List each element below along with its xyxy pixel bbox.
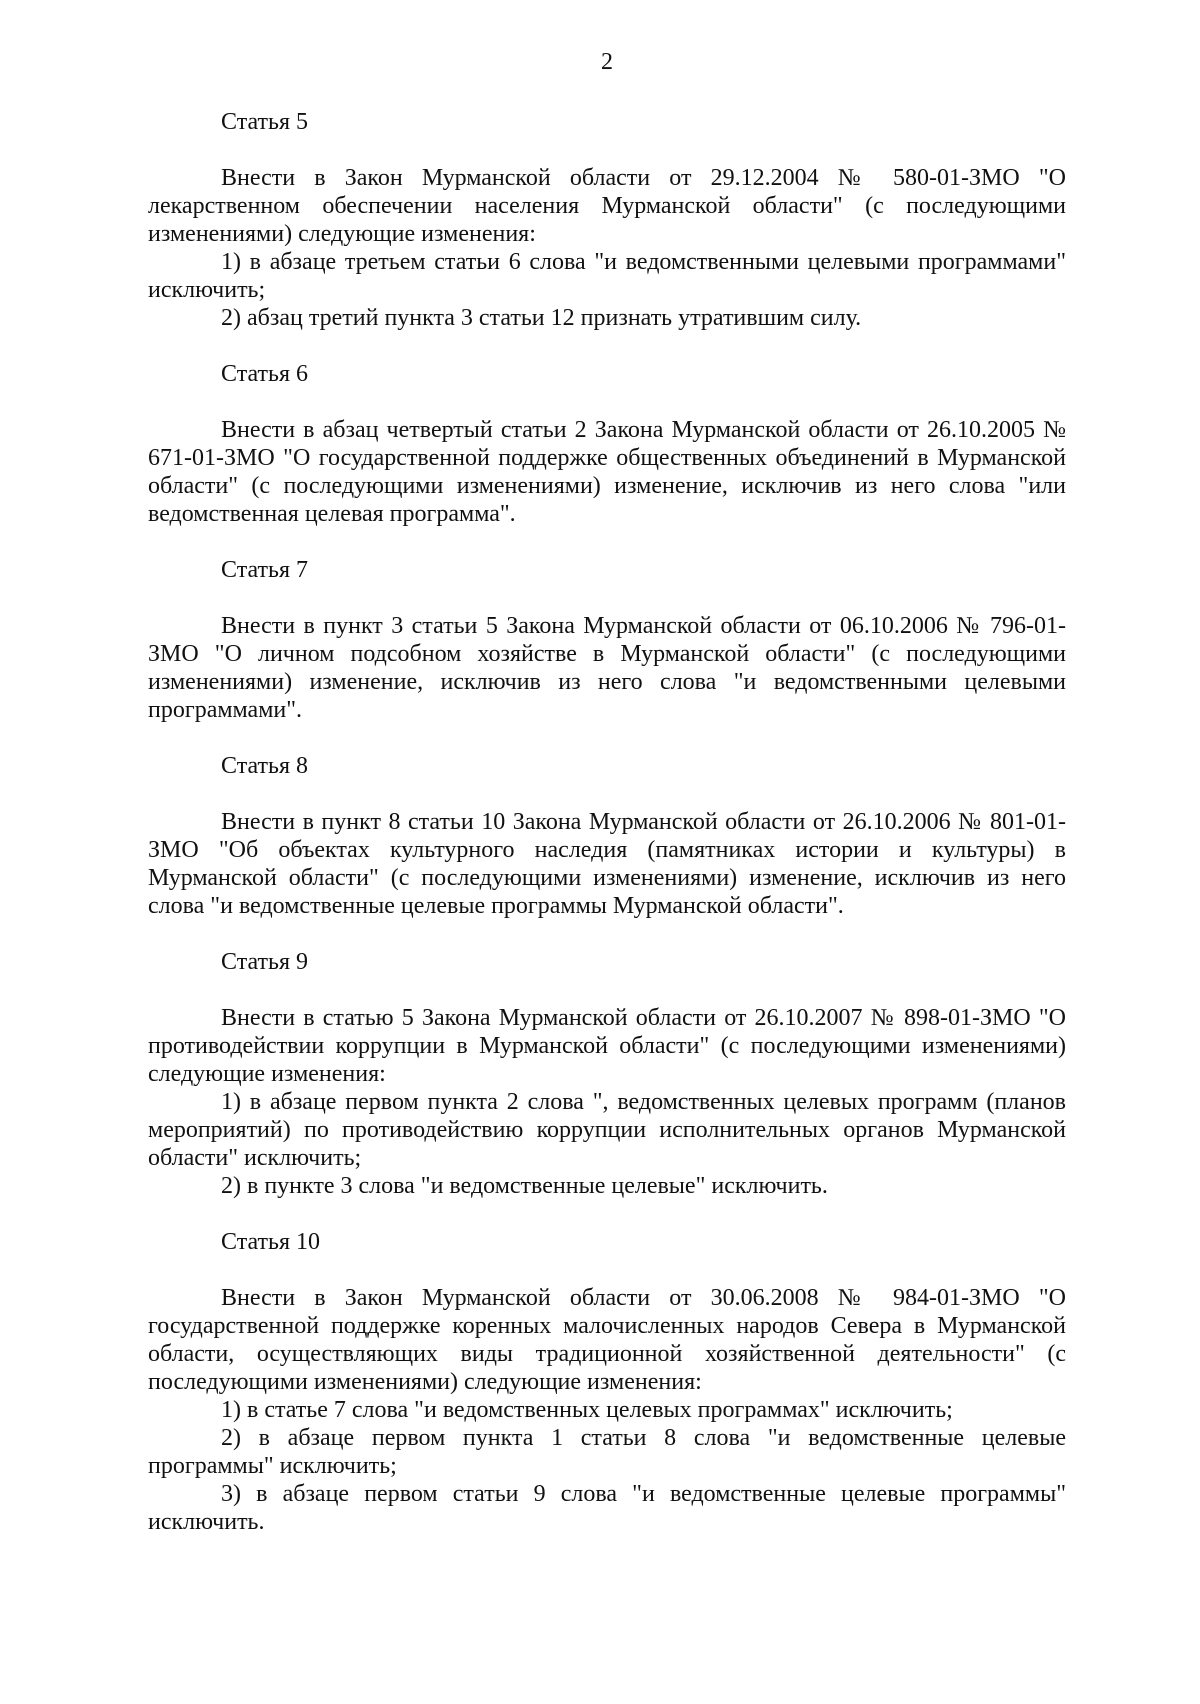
article-heading: Статья 9	[221, 949, 308, 975]
article-section	[148, 556, 1066, 724]
article-section	[148, 360, 1066, 528]
article-paragraph: 1) в абзаце первом пункта 2 слова ", ведомственных целевых программ (планов мероприятий) по противодействию коррупции исполнительных органов Мурманской области" исключить;	[148, 1089, 1066, 1171]
article-paragraph: 2) в пункте 3 слова "и ведомственные целевые" исключить.	[221, 1173, 828, 1199]
article-body	[148, 808, 1066, 920]
article-body	[148, 416, 1066, 528]
article-paragraph: 1) в абзаце третьем статьи 6 слова "и ведомственными целевыми программами" исключить;	[148, 249, 1066, 303]
article-paragraph: Внести в пункт 3 статьи 5 Закона Мурманской области от 06.10.2006 № 796-01-ЗМО "О личном подсобном хозяйстве в Мурманской области" (с последующими изменениями) изменение, исключив из него слова "и ведомственными целевыми программами".	[148, 613, 1066, 723]
article-paragraph: Внести в Закон Мурманской области от 30.06.2008 № 984-01-ЗМО "О государственной поддержке коренных малочисленных народов Севера в Мурманской области, осуществляющих виды традиционной хозяйственной деятельности" (с последующими изменениями) следующие изменения:	[148, 1285, 1066, 1395]
article-paragraph: Внести в Закон Мурманской области от 29.12.2004 № 580-01-ЗМО "О лекарственном обеспечении населения Мурманской области" (с последующими изменениями) следующие изменения:	[148, 165, 1066, 247]
document-body	[148, 108, 1066, 1564]
article-body	[148, 164, 1066, 332]
article-heading: Статья 7	[221, 557, 308, 583]
article-paragraph: 3) в абзаце первом статьи 9 слова "и ведомственные целевые программы" исключить.	[148, 1481, 1066, 1535]
article-heading: Статья 6	[221, 361, 308, 387]
article-paragraph: Внести в статью 5 Закона Мурманской области от 26.10.2007 № 898-01-ЗМО "О противодействии коррупции в Мурманской области" (с последующими изменениями) следующие изменения:	[148, 1005, 1066, 1087]
article-paragraph: 1) в статье 7 слова "и ведомственных целевых программах" исключить;	[221, 1397, 953, 1423]
article-body	[148, 1284, 1066, 1536]
article-paragraph: 2) в абзаце первом пункта 1 статьи 8 слова "и ведомственные целевые программы" исключить;	[148, 1425, 1066, 1479]
article-body	[148, 612, 1066, 724]
article-section	[148, 752, 1066, 920]
article-section	[148, 108, 1066, 332]
article-body	[148, 1004, 1066, 1200]
article-section	[148, 1228, 1066, 1536]
article-paragraph: Внести в абзац четвертый статьи 2 Закона Мурманской области от 26.10.2005 № 671-01-ЗМО "О государственной поддержке общественных объединений в Мурманской области" (с последующими изменениями) изменение, исключив из него слова "или ведомственная целевая программа".	[148, 417, 1066, 527]
article-paragraph: Внести в пункт 8 статьи 10 Закона Мурманской области от 26.10.2006 № 801-01-ЗМО "Об объектах культурного наследия (памятниках истории и культуры) в Мурманской области" (с последующими изменениями) изменение, исключив из него слова "и ведомственные целевые программы Мурманской области".	[148, 809, 1066, 919]
page-number: 2	[601, 49, 613, 75]
article-section	[148, 948, 1066, 1200]
article-paragraph: 2) абзац третий пункта 3 статьи 12 признать утратившим силу.	[221, 305, 862, 331]
article-heading: Статья 10	[221, 1229, 320, 1255]
article-heading: Статья 8	[221, 753, 308, 779]
article-heading: Статья 5	[221, 109, 308, 135]
